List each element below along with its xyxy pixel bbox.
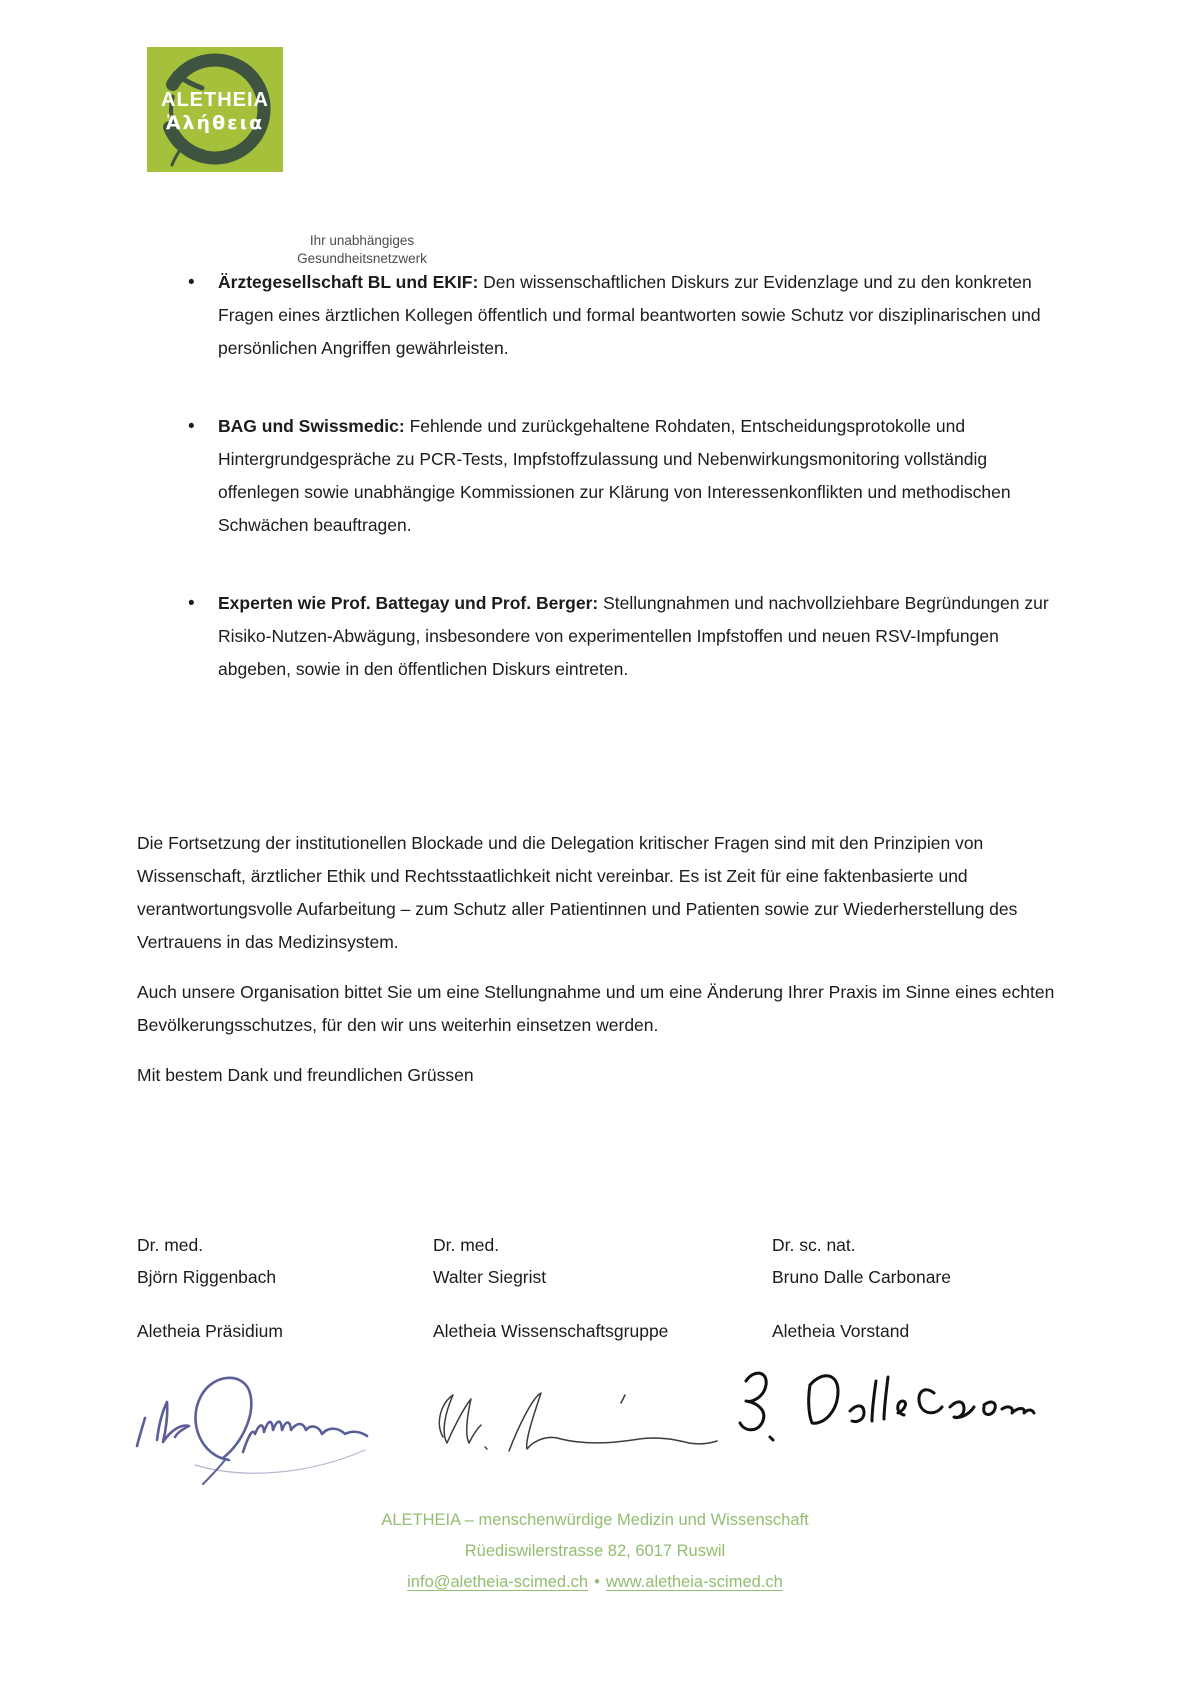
signatory-title: Dr. med. [433,1235,500,1255]
signatory-role: Aletheia Präsidium [137,1321,283,1341]
bullet-item-aerztegesellschaft [186,266,1058,365]
bullet-item-experten [186,587,1058,686]
footer-email-link[interactable]: info@aletheia-scimed.ch [407,1573,589,1591]
signature-walter-siegrist [425,1385,725,1465]
bullet-lead: BAG und Swissmedic: [218,416,405,436]
tagline-line2: Gesundheitsnetzwerk [297,251,427,266]
signatory-title: Dr. sc. nat. [772,1235,856,1255]
footer-website-link[interactable]: www.aletheia-scimed.ch [605,1573,783,1591]
signatory-dalle-carbonare [772,1230,1077,1348]
bullet-text: Den wissenschaftlichen Diskurs zur Evidenzlage und zu den konkreten Fragen eines ärztlichen Kollegen öffentlich und formal beantworten sowie Schutz vor disziplinarischen und persönlichen Angriffen gewährleisten. [218,272,1041,358]
paragraph-conclusion: Die Fortsetzung der institutionellen Blockade und die Delegation kritischer Fragen sind mit den Prinzipien von Wissenschaft, ärztlicher Ethik und Rechtsstaatlichkeit nicht vereinbar. Es ist Zeit für eine faktenbasierte und verantwortungsvolle Aufarbeitung – zum Schutz aller Patientinnen und Patienten sowie zur Wiederherstellung des Vertrauens in das Medizinsystem. [137,833,1018,952]
signature-bjoern-riggenbach [125,1368,405,1488]
demands-bullet-list [186,266,1058,731]
signatory-siegrist [433,1230,772,1348]
bullet-lead: Ärztegesellschaft BL und EKIF: [218,272,479,292]
bullet-text: Stellungnahmen und nachvollziehbare Begründungen zur Risiko-Nutzen-Abwägung, insbesondere von experimentellen Impfstoffen und neuen RSV-Impfungen abgeben, sowie in den öffentlichen Diskurs eintreten. [218,593,1049,679]
paragraph-request: Auch unsere Organisation bittet Sie um eine Stellungnahme und um eine Änderung Ihrer Praxis im Sinne eines echten Bevölkerungsschutzes, für den wir uns weiterhin einsetzen werden. [137,982,1055,1035]
letter-footer [0,1505,1190,1598]
footer-address-line: Rüediswilerstrasse 82, 6017 Ruswil [464,1542,726,1560]
aletheia-logo [147,47,427,266]
footer-separator: • [594,1573,600,1591]
footer-org-line: ALETHEIA – menschenwürdige Medizin und Wissenschaft [381,1511,809,1529]
closing-salutation: Mit bestem Dank und freundlichen Grüssen [137,1065,474,1085]
signatory-name: Bruno Dalle Carbonare [772,1267,951,1287]
signatory-riggenbach [137,1230,433,1348]
letter-body [137,827,1065,1109]
logo-greek-subtitle: Ἀλήθεια [165,111,265,134]
signature-bruno-dalle-carbonare [718,1363,1038,1458]
logo-tagline [232,232,492,268]
signatory-name: Björn Riggenbach [137,1267,277,1287]
signatory-name: Walter Siegrist [433,1267,547,1287]
bullet-item-bag-swissmedic [186,410,1058,542]
bullet-lead: Experten wie Prof. Battegay und Prof. Berger: [218,593,599,613]
bullet-text: Fehlende und zurückgehaltene Rohdaten, Entscheidungsprotokolle und Hintergrundgespräche zu PCR-Tests, Impfstoffzulassung und Nebenwirkungsmonitoring vollständig offenlegen sowie unabhängige Kommissionen zur Klärung von Interessenkonflikten und methodischen Schwächen beauftragen. [218,416,1011,535]
footer-contact-line [0,1567,1190,1598]
logo-title: ALETHEIA [161,88,269,111]
signature-block [137,1230,1077,1348]
tagline-line1: Ihr unabhängiges [309,233,415,248]
logo-square [147,47,283,172]
signatory-role: Aletheia Wissenschaftsgruppe [433,1321,669,1341]
signatory-title: Dr. med. [137,1235,204,1255]
signatory-role: Aletheia Vorstand [772,1321,910,1341]
